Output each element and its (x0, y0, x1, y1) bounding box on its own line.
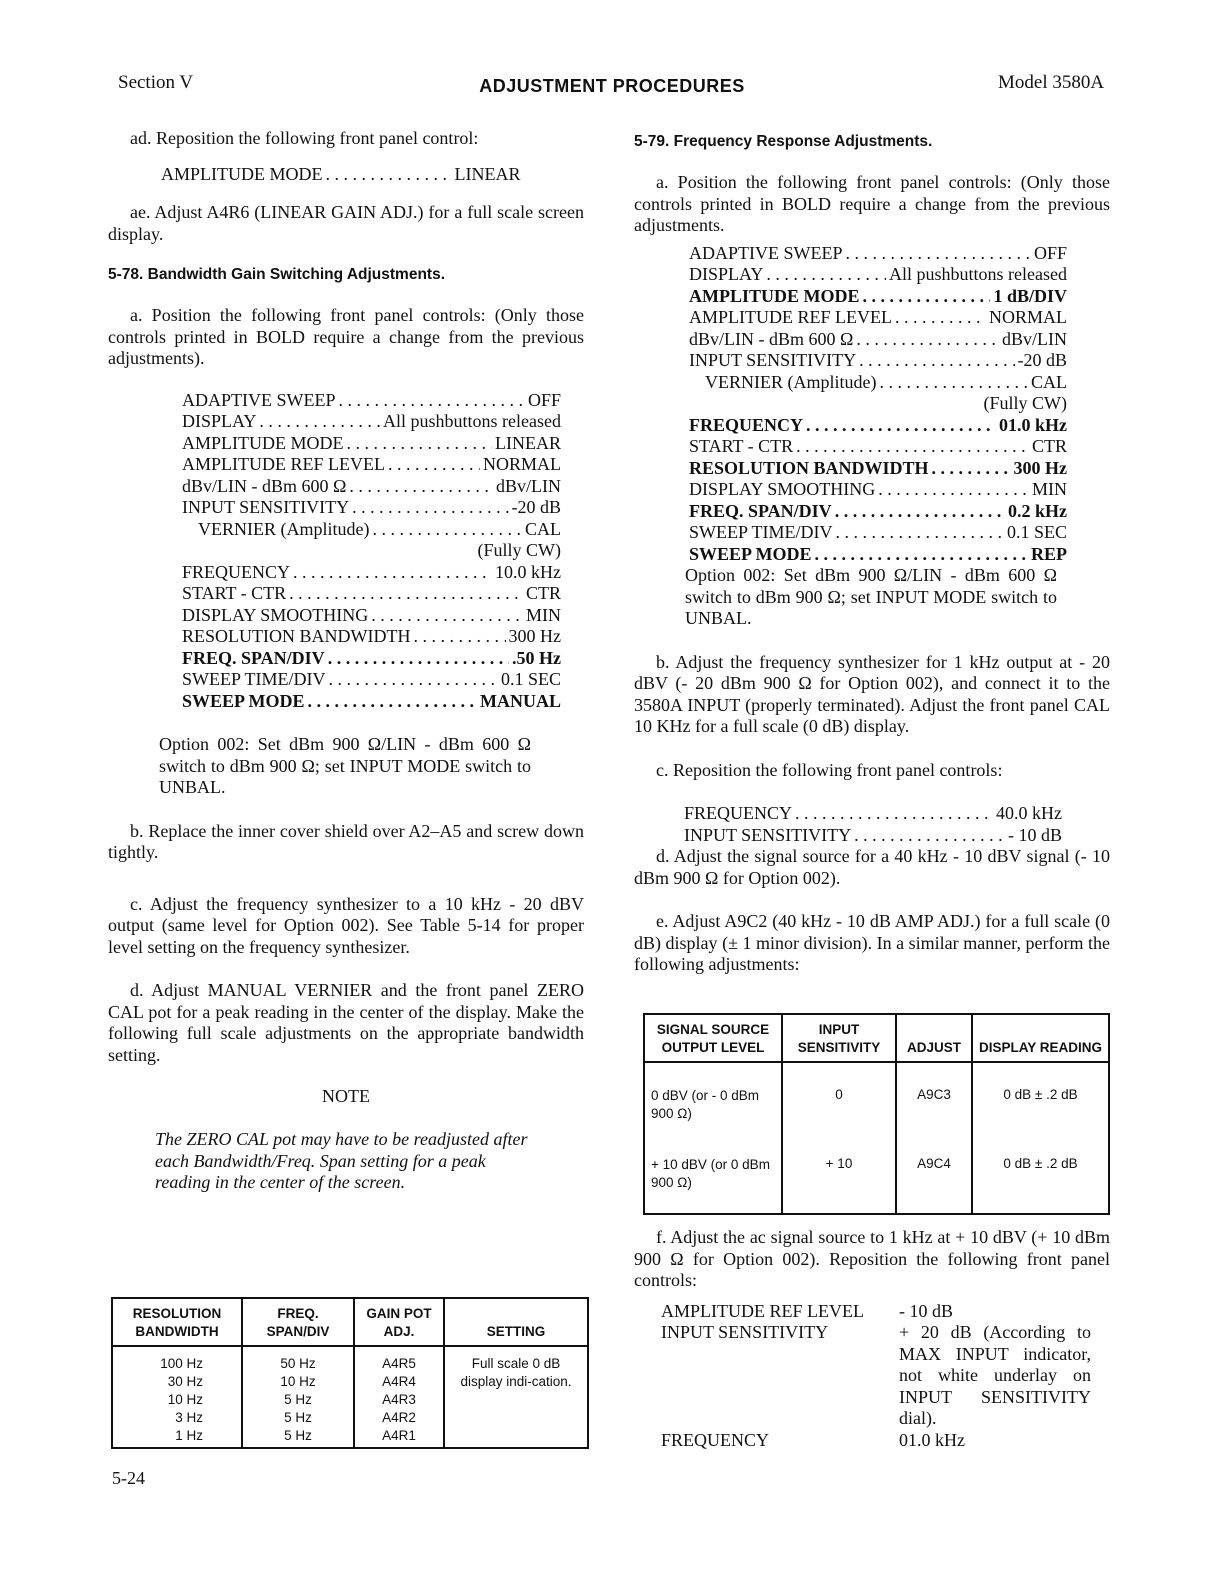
setting-label: AMPLITUDE MODE (182, 432, 344, 453)
setting-label: VERNIER (Amplitude) (705, 371, 877, 392)
setting-value: CAL (1031, 371, 1067, 392)
setting-row (689, 286, 1067, 308)
setting-value: NORMAL (988, 307, 1067, 327)
setting-row (182, 691, 561, 713)
setting-row (689, 264, 1067, 286)
setting-label: INPUT SENSITIVITY (689, 350, 857, 370)
setting-extra: (Fully CW) (983, 393, 1067, 413)
table-cell: 0 (782, 1062, 896, 1150)
note-text: The ZERO CAL pot may have to be readjusted after each Bandwidth/Freq. Span setting for a peak reading in the center of the screen. (155, 1129, 528, 1192)
col-header: SETTING (444, 1298, 588, 1346)
setting-label: RESOLUTION BANDWIDTH (689, 457, 929, 478)
para-ad: ad. Reposition the following front panel control: (130, 128, 479, 148)
note-title: NOTE (322, 1086, 370, 1106)
setting-label: SWEEP TIME/DIV (182, 669, 326, 689)
setting-row (689, 479, 1067, 501)
setting-value: OFF (527, 389, 561, 410)
settings-list-c (684, 803, 1062, 846)
setting-row (182, 605, 561, 627)
setting-row (182, 519, 561, 541)
final-row: FREQUENCY 01.0 kHz (661, 1429, 965, 1450)
setting-label: dBv/LIN - dBm 600 Ω (182, 475, 347, 496)
setting-label: FREQ. SPAN/DIV (689, 500, 832, 521)
option-note-578: Option 002: Set dBm 900 Ω/LIN - dBm 600 Ω switch to dBm 900 Ω; set INPUT MODE switch to UNBAL. (159, 734, 531, 797)
table-cell: 100 Hz 30 Hz 10 Hz 3 Hz 1 Hz (112, 1346, 242, 1448)
setting-label: FREQUENCY (689, 414, 804, 435)
bandwidth-gain-table (111, 1297, 589, 1449)
settings-list-578 (182, 390, 561, 713)
para-b-579: b. Adjust the frequency synthesizer for 1 kHz output at - 20 dBV (- 20 dBm 900 Ω for Option 002), and connect it to the 3580A INPUT (properly terminated). Adjust the front panel CAL 10 KHz for a full scale (0 dB) display. (634, 651, 1110, 736)
setting-label: FREQUENCY (684, 803, 793, 823)
setting-value: 0.1 SEC (1006, 522, 1067, 542)
setting-row (689, 415, 1067, 437)
setting-row (689, 436, 1067, 458)
col-header: RESOLUTION BANDWIDTH (112, 1298, 242, 1346)
setting-label: START - CTR (689, 436, 794, 456)
setting-row (182, 669, 561, 691)
setting-label: ADAPTIVE SWEEP (182, 389, 336, 410)
setting-row (689, 243, 1067, 265)
setting-label: VERNIER (Amplitude) (198, 518, 370, 539)
table-cell: 0 dB ± .2 dB (972, 1062, 1109, 1150)
option-note-579: Option 002: Set dBm 900 Ω/LIN - dBm 600 Ω switch to dBm 900 Ω; set INPUT MODE switch to UNBAL. (685, 565, 1057, 628)
ad-setting (161, 164, 587, 186)
table-cell: 0 dBV (or - 0 dBm 900 Ω) (644, 1062, 782, 1150)
para-d-579: d. Adjust the signal source for a 40 kHz - 10 dBV signal (- 10 dBm 900 Ω for Option 002). (634, 846, 1110, 888)
heading-5-78: 5-78. Bandwidth Gain Switching Adjustments. (108, 266, 446, 283)
setting-row (684, 825, 1062, 847)
setting-value: -20 dB (1017, 350, 1067, 370)
col-header: INPUT SENSITIVITY (782, 1014, 896, 1062)
setting-value: 10.0 kHz (495, 561, 561, 582)
section-label: Section V (118, 72, 194, 93)
para-b-578: b. Replace the inner cover shield over A2–A5 and screw down tightly. (108, 820, 584, 862)
col-header: GAIN POT ADJ. (354, 1298, 444, 1346)
setting-row (684, 803, 1062, 825)
setting-value: dBv/LIN (1002, 328, 1067, 349)
setting-row (182, 433, 561, 455)
setting-row (689, 307, 1067, 329)
table-cell: A4R5 A4R4 A4R3 A4R2 A4R1 (354, 1346, 444, 1448)
setting-value: CTR (1031, 436, 1067, 456)
setting-row (182, 562, 561, 584)
table-cell: 0 dB ± .2 dB (972, 1150, 1109, 1214)
settings-list-579 (689, 243, 1067, 566)
setting-value: .50 Hz (512, 647, 561, 668)
col-header: ADJUST (896, 1014, 972, 1062)
setting-label: ADAPTIVE SWEEP (689, 242, 843, 263)
setting-value: dBv/LIN (496, 475, 561, 496)
setting-value: 01.0 kHz (998, 414, 1067, 435)
setting-row (182, 476, 561, 498)
right-column (634, 133, 1110, 976)
para-a-578: a. Position the following front panel controls: (Only those controls printed in BOLD require a change from the previous adjustments). (108, 305, 584, 368)
setting-row (182, 583, 561, 605)
setting-label: AMPLITUDE REF LEVEL (689, 307, 892, 327)
setting-row (689, 329, 1067, 351)
table-cell: + 10 (782, 1150, 896, 1214)
setting-value: 1 dB/DIV (993, 285, 1067, 306)
table-row (644, 1062, 1109, 1150)
table-cell: Full scale 0 dB display indi-cation. (444, 1346, 588, 1448)
final-row: AMPLITUDE REF LEVEL - 10 dB (661, 1300, 953, 1321)
setting-label: DISPLAY (182, 411, 257, 431)
page-title: ADJUSTMENT PROCEDURES (479, 76, 745, 96)
setting-value: LINEAR (495, 432, 561, 453)
para-c-578: c. Adjust the frequency synthesizer to a 10 kHz - 20 dBV output (same level for Option 002). See Table 5-14 for proper level setting on the frequency synthesizer. (108, 893, 584, 957)
setting-row (689, 501, 1067, 523)
setting-row (182, 454, 561, 476)
setting-label: AMPLITUDE REF LEVEL (182, 454, 385, 474)
setting-row (689, 522, 1067, 544)
setting-label: dBv/LIN - dBm 600 Ω (689, 328, 854, 349)
setting-value: 0.1 SEC (500, 669, 561, 689)
page-number: 5-24 (112, 1468, 145, 1488)
setting-value: All pushbuttons released (889, 264, 1067, 284)
setting-value: 40.0 kHz (996, 803, 1062, 823)
setting-row (182, 411, 561, 433)
setting-label: START - CTR (182, 583, 287, 603)
col-header: DISPLAY READING (972, 1014, 1109, 1062)
setting-row (689, 544, 1067, 566)
setting-label: FREQ. SPAN/DIV (182, 647, 325, 668)
table-cell: 50 Hz 10 Hz 5 Hz 5 Hz 5 Hz (242, 1346, 354, 1448)
left-column (108, 128, 584, 1194)
para-d-578: d. Adjust MANUAL VERNIER and the front panel ZERO CAL pot for a peak reading in the center of the display. Make the following full scale adjustments on the appropriate bandwidth setting. (108, 980, 584, 1065)
setting-value: OFF (1033, 242, 1067, 263)
setting-label: FREQUENCY (182, 561, 291, 582)
table-row (644, 1150, 1109, 1214)
setting-value: MIN (526, 604, 561, 625)
setting-value: -20 dB (511, 497, 561, 517)
setting-row (182, 626, 561, 648)
setting-label: DISPLAY SMOOTHING (182, 604, 369, 625)
setting-row: AMPLITUDE MODE . . . LINEAR (161, 164, 587, 186)
setting-label: DISPLAY (689, 264, 764, 284)
right-column-bottom (634, 1227, 1110, 1451)
para-ae: ae. Adjust A4R6 (LINEAR GAIN ADJ.) for a full scale screen display. (108, 202, 584, 244)
setting-label: SWEEP TIME/DIV (689, 522, 833, 542)
setting-label: INPUT SENSITIVITY (684, 824, 852, 845)
setting-value: MANUAL (480, 690, 561, 711)
frequency-response-table (643, 1013, 1110, 1215)
table-cell: A9C3 (896, 1062, 972, 1150)
setting-row (689, 458, 1067, 480)
para-c-579: c. Reposition the following front panel controls: (656, 759, 1003, 780)
heading-5-79: 5-79. Frequency Response Adjustments. (634, 133, 933, 150)
setting-value: NORMAL (482, 454, 561, 474)
setting-label: AMPLITUDE MODE (689, 285, 860, 306)
col-header: SIGNAL SOURCE OUTPUT LEVEL (644, 1014, 782, 1062)
setting-value: MIN (1032, 479, 1067, 499)
setting-value: CTR (525, 583, 561, 603)
para-a-579: a. Position the following front panel controls: (Only those controls printed in BOLD require a change from the previous adjustments. (634, 172, 1110, 235)
setting-value: 300 Hz (1013, 457, 1067, 478)
setting-label: SWEEP MODE (182, 690, 305, 711)
setting-row (182, 390, 561, 412)
setting-extra: (Fully CW) (477, 540, 561, 560)
setting-row (689, 350, 1067, 372)
setting-value: All pushbuttons released (383, 411, 561, 431)
setting-value: - 10 dB (1008, 824, 1062, 845)
setting-row (689, 372, 1067, 394)
setting-label: RESOLUTION BANDWIDTH (182, 626, 411, 646)
final-row: INPUT SENSITIVITY + 20 dB (According to MAX INPUT indicator, not white underlay on INPUT SENSITIVITY dial). (661, 1322, 1091, 1428)
table-cell: + 10 dBV (or 0 dBm 900 Ω) (644, 1150, 782, 1214)
setting-label: SWEEP MODE (689, 543, 812, 564)
final-settings (661, 1301, 1110, 1452)
setting-row (182, 497, 561, 519)
table-cell: A9C4 (896, 1150, 972, 1214)
setting-value: 0.2 kHz (1007, 500, 1067, 521)
setting-row (182, 648, 561, 670)
setting-value: 300 Hz (508, 626, 561, 646)
setting-label: DISPLAY SMOOTHING (689, 479, 876, 499)
model-label: Model 3580A (998, 72, 1105, 93)
setting-value: CAL (525, 518, 561, 539)
para-f-579: f. Adjust the ac signal source to 1 kHz at + 10 dBV (+ 10 dBm 900 Ω for Option 002). Reposition the following front panel controls: (634, 1227, 1110, 1290)
setting-value: REP (1031, 543, 1067, 564)
setting-label: INPUT SENSITIVITY (182, 497, 350, 517)
para-e-579: e. Adjust A9C2 (40 kHz - 10 dB AMP ADJ.) for a full scale (0 dB) display (± 1 minor division). In a similar manner, perform the following adjustments: (634, 911, 1110, 974)
col-header: FREQ. SPAN/DIV (242, 1298, 354, 1346)
